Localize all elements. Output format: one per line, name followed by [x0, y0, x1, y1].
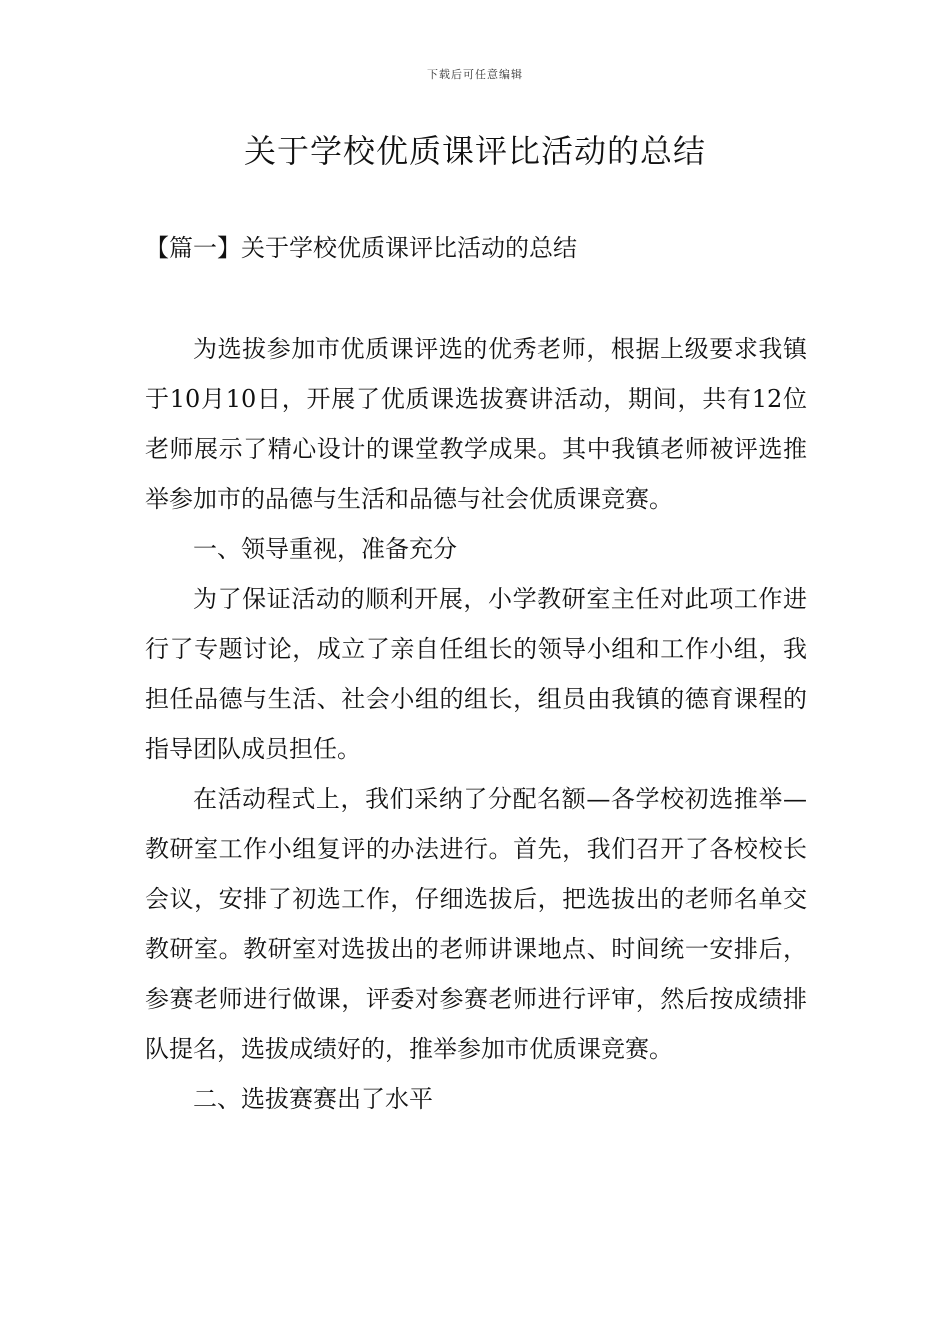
- section-heading: 【篇一】关于学校优质课评比活动的总结: [145, 234, 577, 262]
- paragraph-preparation: 为了保证活动的顺利开展，小学教研室主任对此项工作进行了专题讨论，成立了亲自任组长的领导小组和工作小组，我担任品德与生活、社会小组的组长，组员由我镇的德育课程的指导团队成员担任。: [145, 585, 807, 763]
- subheading-selection: 二、选拔赛赛出了水平: [193, 1085, 433, 1113]
- paragraph-intro: 为选拔参加市优质课评选的优秀老师，根据上级要求我镇于10月10日，开展了优质课选拔赛讲活动，期间，共有12位老师展示了精心设计的课堂教学成果。其中我镇老师被评选推举参加市的品德与生活和品德与社会优质课竞赛。: [145, 335, 807, 513]
- paragraph-process: 在活动程式上，我们采纳了分配名额—各学校初选推举—教研室工作小组复评的办法进行。首先，我们召开了各校校长会议，安排了初选工作，仔细选拔后，把选拔出的老师名单交教研室。教研室对选拔出的老师讲课地点、时间统一安排后，参赛老师进行做课，评委对参赛老师进行评审，然后按成绩排队提名，选拔成绩好的，推举参加市优质课竞赛。: [145, 785, 807, 1063]
- header-note: 下载后可任意编辑: [427, 68, 523, 81]
- document-title: 关于学校优质课评比活动的总结: [243, 132, 706, 170]
- document-body: [145, 324, 807, 1124]
- subheading-leadership: 一、领导重视，准备充分: [193, 535, 457, 563]
